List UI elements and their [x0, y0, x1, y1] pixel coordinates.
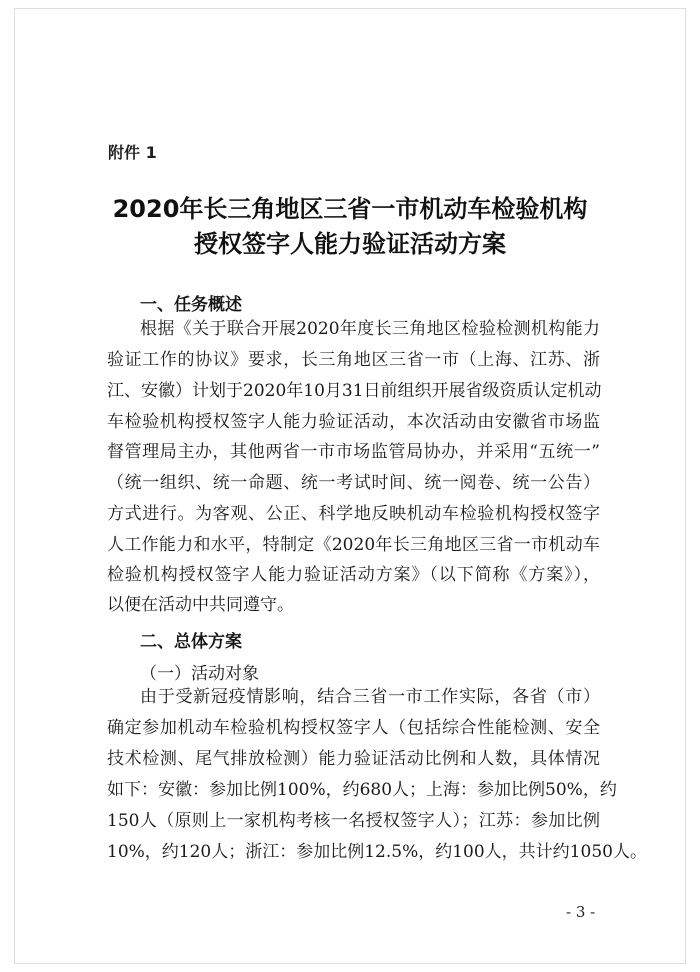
page-number: - 3 -	[566, 903, 596, 921]
paragraph-line: 督管理局主办，其他两省一市市场监管局协办，并采用“五统一”	[107, 442, 600, 462]
subsection-heading-activity-target: （一）活动对象	[140, 664, 259, 684]
paragraph-line: 检验机构授权签字人能力验证活动方案》（以下简称《方案》），	[107, 565, 600, 585]
paragraph-line: 由于受新冠疫情影响，结合三省一市工作实际，各省（市）	[140, 687, 600, 707]
paragraph-line: 10%，约120人；浙江：参加比例12.5%，约100人，共计约1050人。	[107, 842, 647, 862]
paragraph-line: 以便在活动中共同遵守。	[107, 595, 294, 615]
section-heading-task-overview: 一、任务概述	[140, 295, 242, 315]
section-heading-overall-plan: 二、总体方案	[140, 632, 242, 652]
paragraph-line: 人工作能力和水平，特制定《2020年长三角地区三省一市机动车	[107, 535, 600, 555]
paragraph-line: 如下：安徽：参加比例100%，约680人；上海：参加比例50%，约	[107, 780, 617, 800]
paragraph-line: 验证工作的协议》要求，长三角地区三省一市（上海、江苏、浙	[107, 350, 600, 370]
paragraph-line: 确定参加机动车检验机构授权签字人（包括综合性能检测、安全	[107, 718, 600, 738]
attachment-label: 附件 1	[108, 143, 157, 162]
document-title-line-1: 2020年长三角地区三省一市机动车检验机构	[112, 195, 588, 223]
document-title-line-2: 授权签字人能力验证活动方案	[194, 230, 506, 258]
paragraph-line: 150人（原则上一家机构考核一名授权签字人）；江苏：参加比例	[107, 811, 600, 831]
paragraph-line: 方式进行。为客观、公正、科学地反映机动车检验机构授权签字	[107, 504, 600, 524]
paragraph-line: 技术检测、尾气排放检测）能力验证活动比例和人数，具体情况	[107, 749, 600, 769]
paragraph-line: 车检验机构授权签字人能力验证活动，本次活动由安徽省市场监	[107, 412, 600, 432]
paragraph-line: （统一组织、统一命题、统一考试时间、统一阅卷、统一公告）	[107, 473, 600, 493]
paragraph-line: 根据《关于联合开展2020年度长三角地区检验检测机构能力	[140, 319, 600, 339]
paragraph-line: 江、安徽）计划于2020年10月31日前组织开展省级资质认定机动	[107, 381, 602, 401]
